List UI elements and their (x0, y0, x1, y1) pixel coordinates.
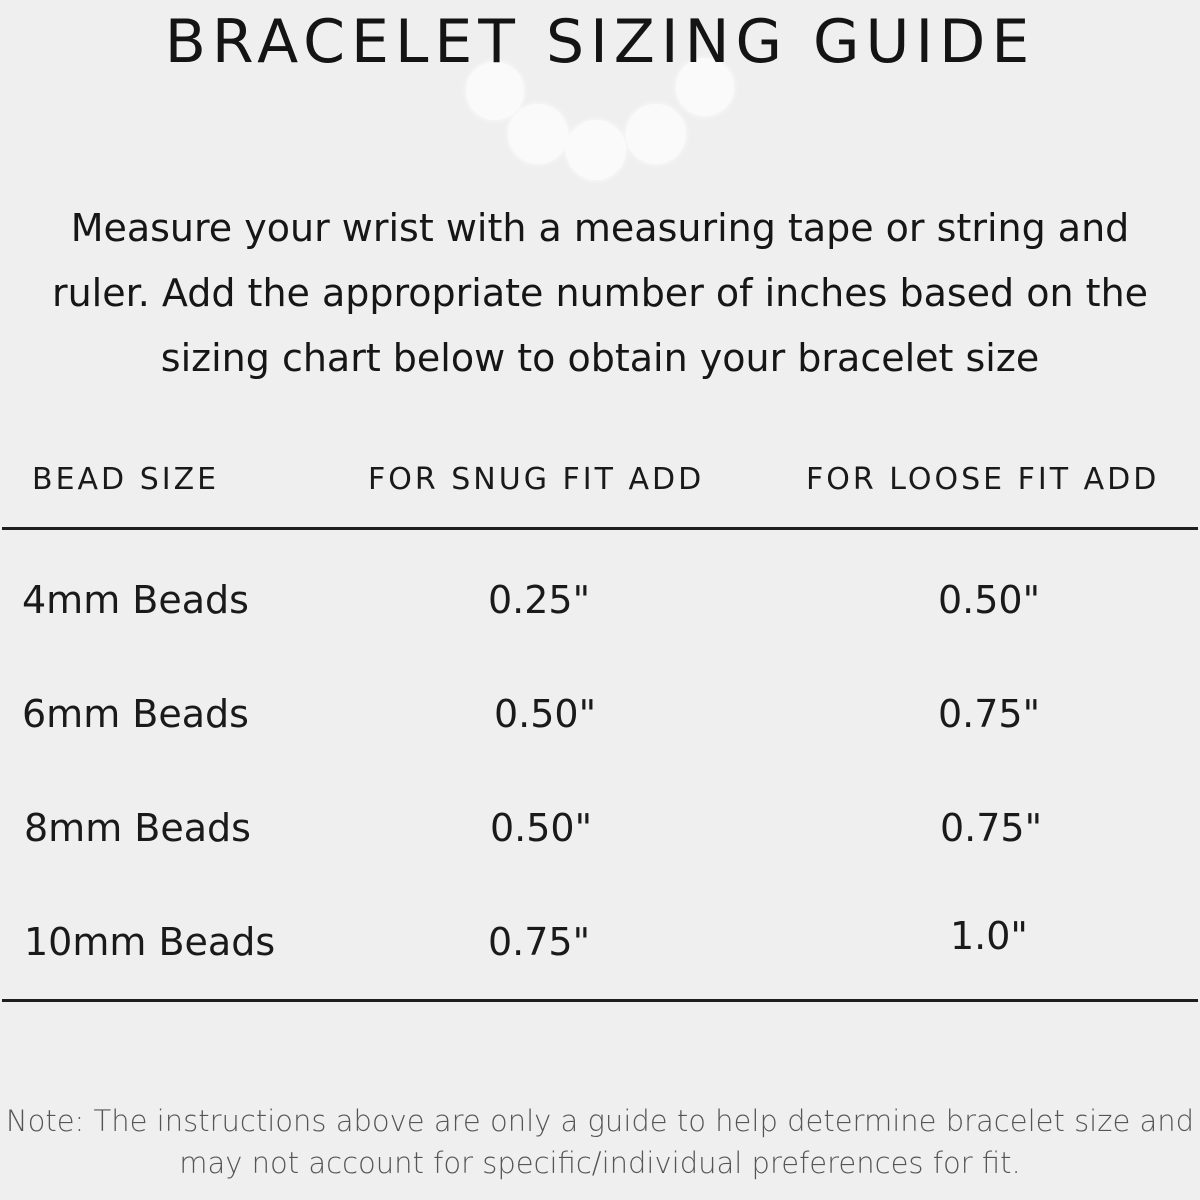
header-bead-size: BEAD SIZE (32, 462, 220, 497)
header-loose-fit: FOR LOOSE FIT ADD (806, 462, 1160, 497)
snug-fit-cell: 0.25" (488, 578, 591, 622)
bead-decoration (508, 104, 568, 164)
table-row (0, 570, 1200, 630)
disclaimer-note: Note: The instructions above are only a guide to help determine bracelet size and may not account for specific/individual preferences for fit. (5, 1104, 1195, 1180)
table-row (0, 798, 1200, 858)
loose-fit-cell: 0.50" (938, 578, 1041, 622)
bead-size-cell: 4mm Beads (22, 578, 249, 622)
table-row (0, 912, 1200, 972)
page-title: BRACELET SIZING GUIDE (164, 7, 1036, 77)
bead-size-cell: 10mm Beads (24, 920, 276, 964)
snug-fit-cell: 0.50" (490, 806, 593, 850)
header-snug-fit: FOR SNUG FIT ADD (368, 462, 705, 497)
bead-decoration (626, 104, 686, 164)
loose-fit-cell: 0.75" (940, 806, 1043, 850)
snug-fit-cell: 0.75" (488, 920, 591, 964)
bead-size-cell: 6mm Beads (22, 692, 249, 736)
intro-paragraph: Measure your wrist with a measuring tape or string and ruler. Add the appropriate number of inches based on the sizing chart below to obtain your bracelet size (51, 206, 1149, 380)
bead-size-cell: 8mm Beads (24, 806, 251, 850)
table-top-rule (2, 527, 1198, 530)
snug-fit-cell: 0.50" (494, 692, 597, 736)
loose-fit-cell: 1.0" (950, 914, 1028, 958)
bead-decoration (566, 120, 626, 180)
table-bottom-rule (2, 999, 1198, 1002)
table-row (0, 684, 1200, 744)
loose-fit-cell: 0.75" (938, 692, 1041, 736)
